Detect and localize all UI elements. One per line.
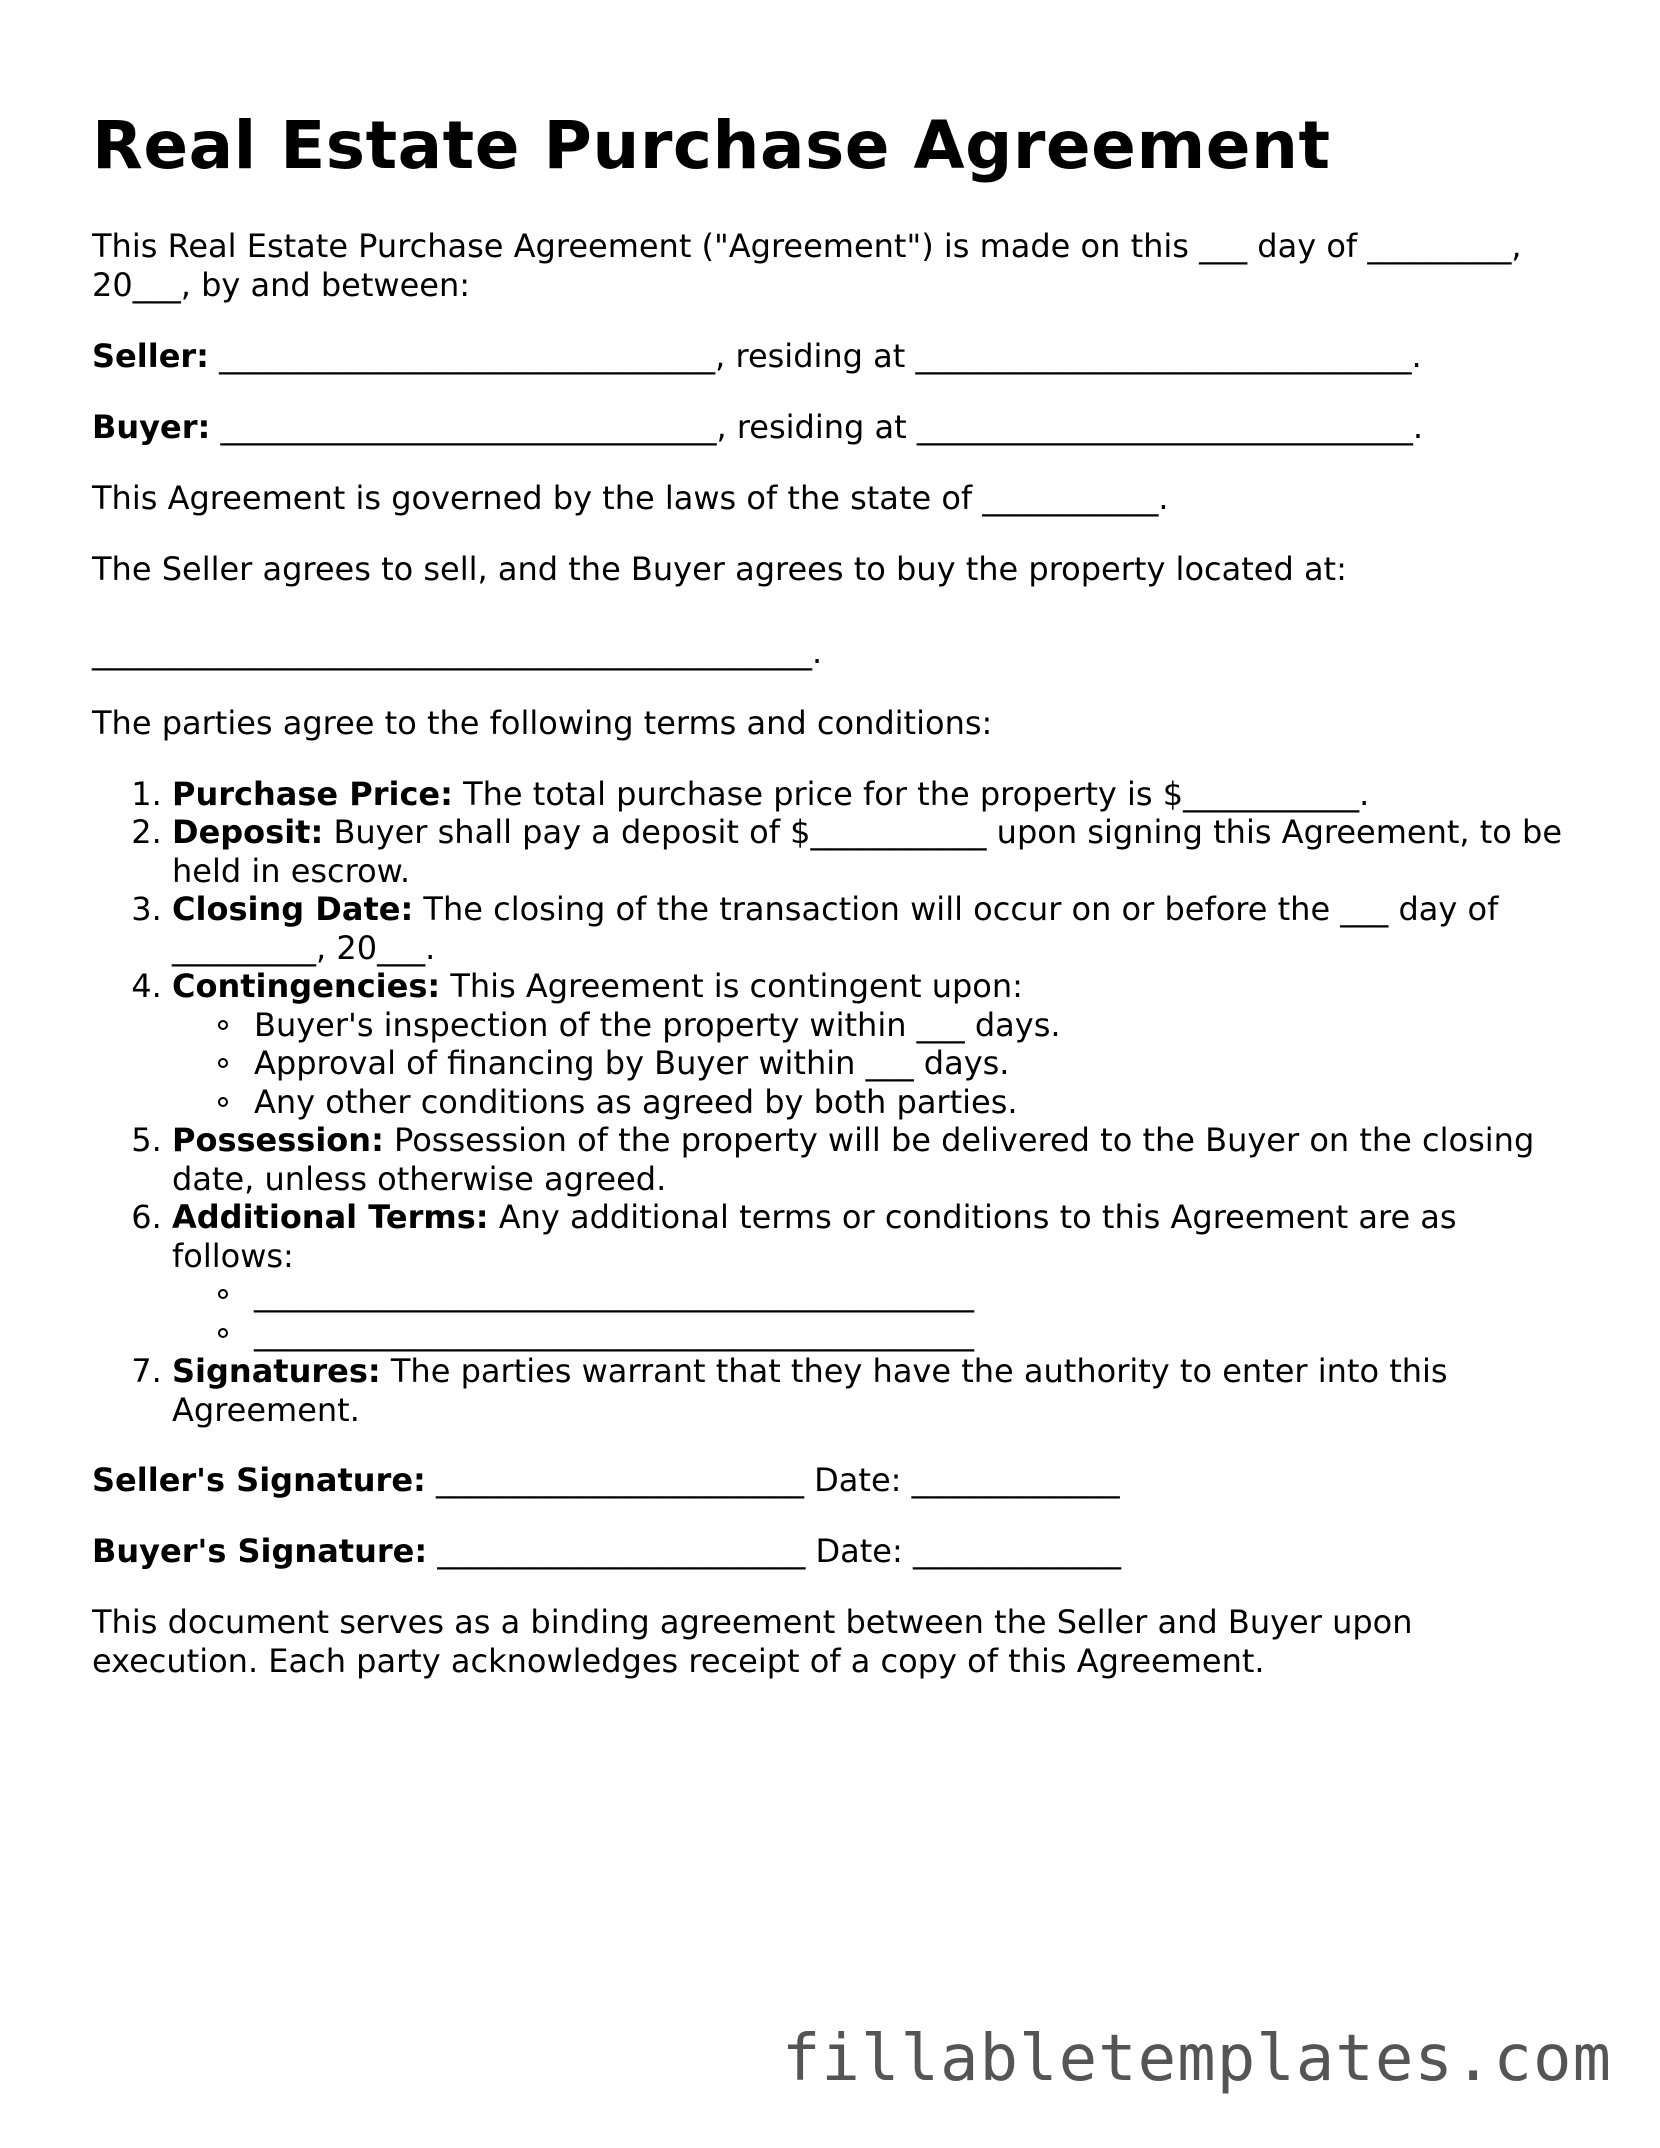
additional-term-blank: _____________________________________________	[254, 1275, 974, 1314]
buyer-signature-blank: _______________________ Date: _____________	[427, 1532, 1121, 1571]
term-item	[172, 890, 1572, 967]
terms-list	[92, 775, 1572, 1430]
contingency-text: Approval of financing by Buyer within ___ days.	[254, 1044, 1010, 1083]
governing-law-paragraph: This Agreement is governed by the laws of the state of ___________.	[92, 478, 1169, 517]
term-text: The closing of the transaction will occur on or before the ___ day of _________, 20___.	[172, 890, 1499, 967]
seller-blank: _______________________________, residing at _______________________________.	[208, 336, 1422, 375]
bullet-icon	[218, 1058, 228, 1068]
term-text: Possession of the property will be delivered to the Buyer on the closing date, unless otherwise agreed.	[172, 1121, 1535, 1198]
watermark: fillabletemplates.com	[781, 2022, 1612, 2096]
term-item	[172, 967, 1572, 1121]
seller-line	[92, 337, 1572, 376]
term-label: Additional Terms:	[172, 1198, 489, 1237]
bullet-icon	[218, 1020, 228, 1030]
list-item	[172, 1314, 1572, 1353]
term-label: Closing Date:	[172, 890, 414, 929]
buyer-label: Buyer:	[92, 407, 211, 446]
list-item	[172, 1083, 1572, 1122]
term-label: Purchase Price:	[172, 774, 453, 813]
list-item	[172, 1044, 1572, 1083]
terms-intro-paragraph: The parties agree to the following terms and conditions:	[92, 703, 993, 742]
list-item	[172, 1006, 1572, 1045]
document-page	[92, 107, 1572, 1713]
bullet-icon	[218, 1328, 228, 1338]
bullet-icon	[218, 1097, 228, 1107]
term-item	[172, 1198, 1572, 1352]
bullet-icon	[218, 1289, 228, 1299]
buyer-blank: _______________________________, residing at _______________________________.	[210, 407, 1423, 446]
term-item	[172, 775, 1572, 814]
buyer-signature-label: Buyer's Signature:	[92, 1532, 428, 1571]
term-item	[172, 1352, 1572, 1429]
property-address-blank: _____________________________________________.	[92, 632, 823, 671]
term-label: Signatures:	[172, 1352, 381, 1391]
property-intro-paragraph: The Seller agrees to sell, and the Buyer agrees to buy the property located at:	[92, 549, 1347, 588]
contingencies-list	[172, 1006, 1572, 1122]
seller-signature-blank: _______________________ Date: _____________	[425, 1461, 1120, 1500]
term-text: Any additional terms or conditions to this Agreement are as follows:	[172, 1198, 1457, 1275]
term-text: The total purchase price for the property is $___________.	[452, 774, 1370, 813]
additional-terms-list	[172, 1275, 1572, 1352]
seller-signature-label: Seller's Signature:	[92, 1461, 426, 1500]
contingency-text: Any other conditions as agreed by both parties.	[254, 1082, 1018, 1121]
term-text: The parties warrant that they have the authority to enter into this Agreement.	[172, 1352, 1448, 1429]
term-text: This Agreement is contingent upon:	[440, 967, 1023, 1006]
buyer-signature-line	[92, 1532, 1572, 1571]
list-item	[172, 1275, 1572, 1314]
closing-paragraph: This document serves as a binding agreement between the Seller and Buyer upon execution. Each party acknowledges receipt of a copy of this Agreement.	[92, 1603, 1413, 1681]
term-label: Possession:	[172, 1121, 384, 1160]
term-label: Deposit:	[172, 813, 324, 852]
document-title: Real Estate Purchase Agreement	[92, 107, 1331, 184]
term-label: Contingencies:	[172, 967, 441, 1006]
seller-signature-line	[92, 1461, 1572, 1500]
term-item	[172, 1121, 1572, 1198]
seller-label: Seller:	[92, 336, 209, 375]
contingency-text: Buyer's inspection of the property within ___ days.	[254, 1005, 1061, 1044]
term-item	[172, 813, 1572, 890]
buyer-line	[92, 408, 1572, 447]
additional-term-blank: _____________________________________________	[254, 1313, 974, 1352]
intro-paragraph: This Real Estate Purchase Agreement ("Agreement") is made on this ___ day of _________, 20___, by and between:	[92, 226, 1522, 304]
term-text: Buyer shall pay a deposit of $___________ upon signing this Agreement, to be held in escrow.	[172, 813, 1563, 890]
